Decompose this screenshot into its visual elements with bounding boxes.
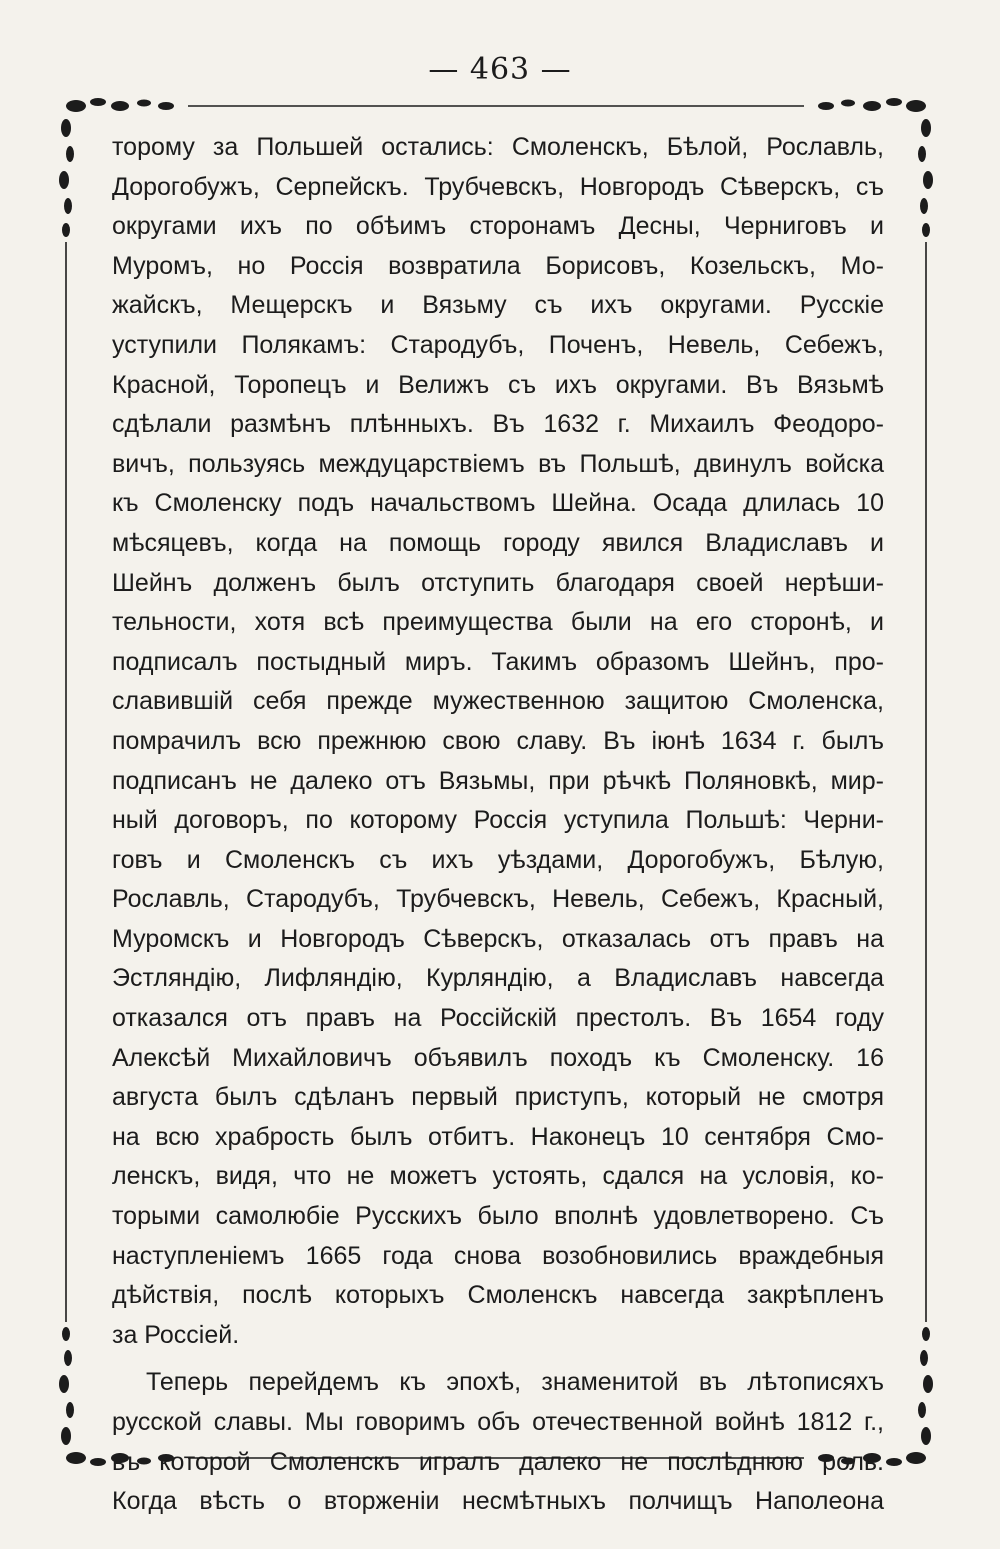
- text-line: дѣйствія, послѣ которыхъ Смоленскъ навсегда закрѣпленъ: [112, 1281, 884, 1310]
- text-line: говъ и Смоленскъ съ ихъ уѣздами, Дорогобужъ, Бѣлую,: [112, 845, 884, 874]
- text-line: сдѣлали размѣнъ плѣнныхъ. Въ 1632 г. Михаилъ Феодоро-: [112, 410, 884, 439]
- text-line: Муромъ, но Россія возвратила Борисовъ, Козельскъ, Мо-: [112, 251, 884, 280]
- text-line: торому за Польшей остались: Смоленскъ, Бѣлой, Рославль,: [112, 133, 884, 161]
- text-line: помрачилъ всю прежнюю свою славу. Въ іюнѣ 1634 г. былъ: [112, 726, 884, 755]
- text-line: славившій себя прежде мужественною защитою Смоленска,: [112, 687, 884, 716]
- text-line: Алексѣй Михайловичъ объявилъ походъ къ Смоленску. 16: [112, 1043, 884, 1072]
- text-line: подписалъ постыдный миръ. Такимъ образомъ Шейнъ, про-: [112, 647, 884, 676]
- text-line: въ которой Смоленскъ игралъ далеко не послѣднюю роль.: [112, 1447, 884, 1476]
- text-line: Эстляндію, Лифляндію, Курляндію, а Владиславъ навсегда: [112, 964, 884, 993]
- text-line: подписанъ не далеко отъ Вязьмы, при рѣчкѣ Поляновкѣ, мир-: [112, 766, 884, 795]
- text-line: наступленіемъ 1665 года снова возобновились враждебныя: [112, 1241, 884, 1270]
- paragraph-1: [112, 128, 884, 1355]
- text-line: Рославль, Стародубъ, Трубчевскъ, Невель, Себежъ, Красный,: [112, 885, 884, 914]
- body-text: [112, 128, 884, 1522]
- text-line: къ Смоленску подъ начальствомъ Шейна. Осада длилась 10: [112, 489, 884, 518]
- paragraph-2: [112, 1363, 884, 1521]
- text-line: тельности, хотя всѣ преимущества были на его сторонѣ, и: [112, 608, 884, 637]
- text-line: Шейнъ долженъ былъ отступить благодаря своей нерѣши-: [112, 568, 884, 597]
- text-line: Теперь перейдемъ къ эпохѣ, знаменитой въ лѣтописяхъ: [146, 1368, 884, 1397]
- text-line: на всю храбрость былъ отбитъ. Наконецъ 10 сентября Смо-: [112, 1122, 884, 1151]
- text-line: Когда вѣсть о вторженіи несмѣтныхъ полчищъ Наполеона: [112, 1487, 884, 1516]
- text-line: ленскъ, видя, что не можетъ устоять, сдался на условія, ко-: [112, 1162, 884, 1191]
- text-line: мѣсяцевъ, когда на помощь городу явился Владиславъ и: [112, 528, 884, 557]
- text-line: русской славы. Мы говоримъ объ отечественной войнѣ 1812 г.,: [112, 1408, 884, 1436]
- text-line: за Россіей.: [112, 1320, 240, 1349]
- text-line: жайскъ, Мещерскъ и Вязьму съ ихъ округами. Русскіе: [112, 291, 884, 320]
- text-line: вичъ, пользуясь междуцарствіемъ въ Польшѣ, двинулъ войска: [112, 449, 884, 478]
- text-line: торыми самолюбіе Русскихъ было вполнѣ удовлетворено. Съ: [112, 1202, 884, 1231]
- text-line: Дорогобужъ, Серпейскъ. Трубчевскъ, Новгородъ Сѣверскъ, съ: [112, 172, 884, 201]
- page-number: — 463 —: [428, 52, 572, 87]
- text-line: отказался отъ правъ на Россійскій престолъ. Въ 1654 году: [112, 1004, 884, 1033]
- text-line: Красной, Торопецъ и Велижъ съ ихъ округами. Въ Вязьмѣ: [112, 370, 884, 399]
- text-line: Муромскъ и Новгородъ Сѣверскъ, отказалась отъ правъ на: [112, 924, 884, 953]
- text-line: уступили Полякамъ: Стародубъ, Поченъ, Невель, Себежъ,: [112, 330, 884, 359]
- text-line: августа былъ сдѣланъ первый приступъ, который не смотря: [112, 1083, 884, 1112]
- paragraph-gap: [112, 1355, 884, 1363]
- text-line: ный договоръ, по которому Россія уступила Польшѣ: Черни-: [112, 806, 884, 835]
- text-line: округами ихъ по обѣимъ сторонамъ Десны, Черниговъ и: [112, 212, 884, 241]
